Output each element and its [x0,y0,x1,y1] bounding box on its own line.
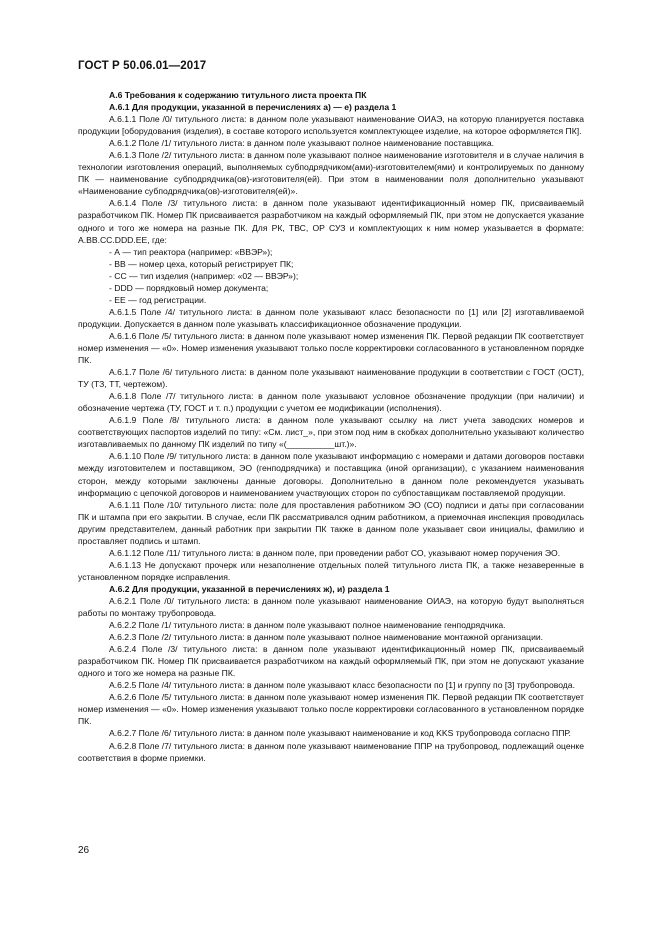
paragraph-a613: А.6.1.3 Поле /2/ титульного листа: в данном поле указывают полное наименование изготовителя и в случае наличия в технологии изготовления операций, выполняемых субподрядчиком(ами)-изготовителем(ями) и контролируемых по данному ПК — наименование субподрядчика(ов)-изготовителя(ей). При этом в наименовании поля дополнительно указывают «Наименование субподрядчика(ов)-изготовителя(ей)». [78,150,584,197]
paragraph-a615: А.6.1.5 Поле /4/ титульного листа: в данном поле указывают класс безопасности по [1] или [2] изготавливаемой продукции. Допускается в данном поле указывать классификационное обозначение продукции. [78,306,584,329]
list-item: - А — тип реактора (например: «ВВЭР»); [109,246,273,257]
paragraph-a622: А.6.2.2 Поле /1/ титульного листа: в данном поле указывают полное наименование генподрядчика. [109,620,506,631]
paragraph-a625: А.6.2.5 Поле /4/ титульного листа: в данном поле указывают класс безопасности по [1] и группу по [3] трубопровода. [109,680,575,691]
subsection-title-a61: А.6.1 Для продукции, указанной в перечислениях а) — е) раздела 1 [109,102,397,113]
subsection-title-a62: А.6.2 Для продукции, указанной в перечислениях ж), и) раздела 1 [109,583,390,594]
paragraph-a614: А.6.1.4 Поле /3/ титульного листа: в данном поле указывают идентификационный номер ПК, присваиваемый разработчиком ПК. Номер ПК присваивается разработчиком на каждый оформляемый ПК, при этом не допускается указание одного и того же номера на разные ПК. Для РК, ТВС, ОР СУЗ и комплектующих к ним номер указывается в формате: A.BB.CC.DDD.EE, где: [78,198,584,245]
paragraph-a619: А.6.1.9 Поле /8/ титульного листа: в данном поле указывают ссылку на лист учета заводских номеров и соответствующих паспортов изделий по типу: «См. лист_», при этом под ним в скобках дополнительно указывают количество изготавливаемых по данному ПК изделий по типу «(__________шт.)». [78,415,584,450]
format-legend-list [78,246,584,306]
paragraph-a6111: А.6.1.11 Поле /10/ титульного листа: поле для проставления работником ЭО (СО) подписи и даты при согласовании ПК и штампа при его закрытии. В случае, если ПК рассматривался одним работником, а приемочная инспекция проводилась другим представителем, данный работник при закрытии ПК также в данном поле указывает свои инициалы, фамилию и проставляет подпись и штамп. [78,499,584,546]
paragraph-a624: А.6.2.4 Поле /3/ титульного листа: в данном поле указывают идентификационный номер ПК, присваиваемый разработчиком ПК. Номер ПК присваивается разработчиком на каждый оформляемый ПК, при этом не допускают указание одного и того же номера на разные ПК. [78,644,584,679]
list-item: - ВВ — номер цеха, который регистрирует ПК; [109,258,294,269]
paragraph-a617: А.6.1.7 Поле /6/ титульного листа: в данном поле указывают наименование продукции в соответствии с ГОСТ (ОСТ), ТУ (ТЗ, ТТ, чертежом). [78,367,584,390]
paragraph-a611: А.6.1.1 Поле /0/ титульного листа: в данном поле указывают наименование ОИАЭ, на которую планируется поставка продукции [оборудования (изделия), в составе которого используется комплектующее изделие, на которое оформляется ПК]. [78,114,584,137]
paragraph-a6112: А.6.1.12 Поле /11/ титульного листа: в данном поле, при проведении работ СО, указывают номер поручения ЭО. [109,547,561,558]
list-item: - ЕЕ — год регистрации. [109,294,207,305]
document-code-header: ГОСТ Р 50.06.01—2017 [78,60,207,72]
paragraph-a628: А.6.2.8 Поле /7/ титульного листа: в данном поле указывают наименование ППР на трубопровод, подлежащий оценке соответствия в форме приемки. [78,740,584,763]
paragraph-a612: А.6.1.2 Поле /1/ титульного листа: в данном поле указывают полное наименование поставщика. [109,138,494,149]
page-number: 26 [78,845,90,856]
paragraph-a616: А.6.1.6 Поле /5/ титульного листа: в данном поле указывают номер изменения ПК. Первой редакции ПК соответствует номер изменения — «0». Номер изменения указывают только после корректировки согласованного в установленном порядке ПК. [78,330,584,366]
paragraph-a627: А.6.2.7 Поле /6/ титульного листа: в данном поле указывают наименование и код KKS трубопровода согласно ППР. [109,728,571,739]
paragraph-a6110: А.6.1.10 Поле /9/ титульного листа: в данном поле указывают информацию с номерами и датами договоров поставки между изготовителем и поставщиком, ЭО (генподрядчика) и поставщика (иной организации), с указанием наименования сторон, между которыми заключены данные договоры. Дополнительно в данном поле рекомендуется указывать информацию с цепочкой договоров и наименованием участвующих сторон по субпоставщикам поставляемой продукции. [78,451,584,498]
list-item: - DDD — порядковый номер документа; [109,282,269,293]
paragraph-a623: А.6.2.3 Поле /2/ титульного листа: в данном поле указывают полное наименование монтажной организации. [109,632,544,643]
section-title: А.6 Требования к содержанию титульного листа проекта ПК [109,90,367,100]
paragraph-a621: А.6.2.1 Поле /0/ титульного листа: в данном поле указывают наименование ОИАЭ, на которую будут выполняться работы по монтажу трубопровода. [78,595,584,619]
paragraph-a618: А.6.1.8 Поле /7/ титульного листа: в данном поле указывают условное обозначение продукции (при наличии) и обозначение чертежа (ТУ, ГОСТ и т. п.) продукции с учетом ее модификации (исполнения). [78,391,584,414]
paragraph-a626: А.6.2.6 Поле /5/ титульного листа: в данном поле указывают номер изменения ПК. Первой редакции ПК соответствует номер изменения — «0». Номер изменения указывают только после корректировки согласованного в установленном порядке ПК. [78,692,584,727]
document-body [78,89,584,764]
list-item: - СС — тип изделия (например: «02 — ВВЭР»); [109,270,299,281]
paragraph-a6113: А.6.1.13 Не допускают прочерк или незаполнение отдельных полей титульного листа ПК, а также незаверенные в установленном порядке исправления. [78,559,584,582]
